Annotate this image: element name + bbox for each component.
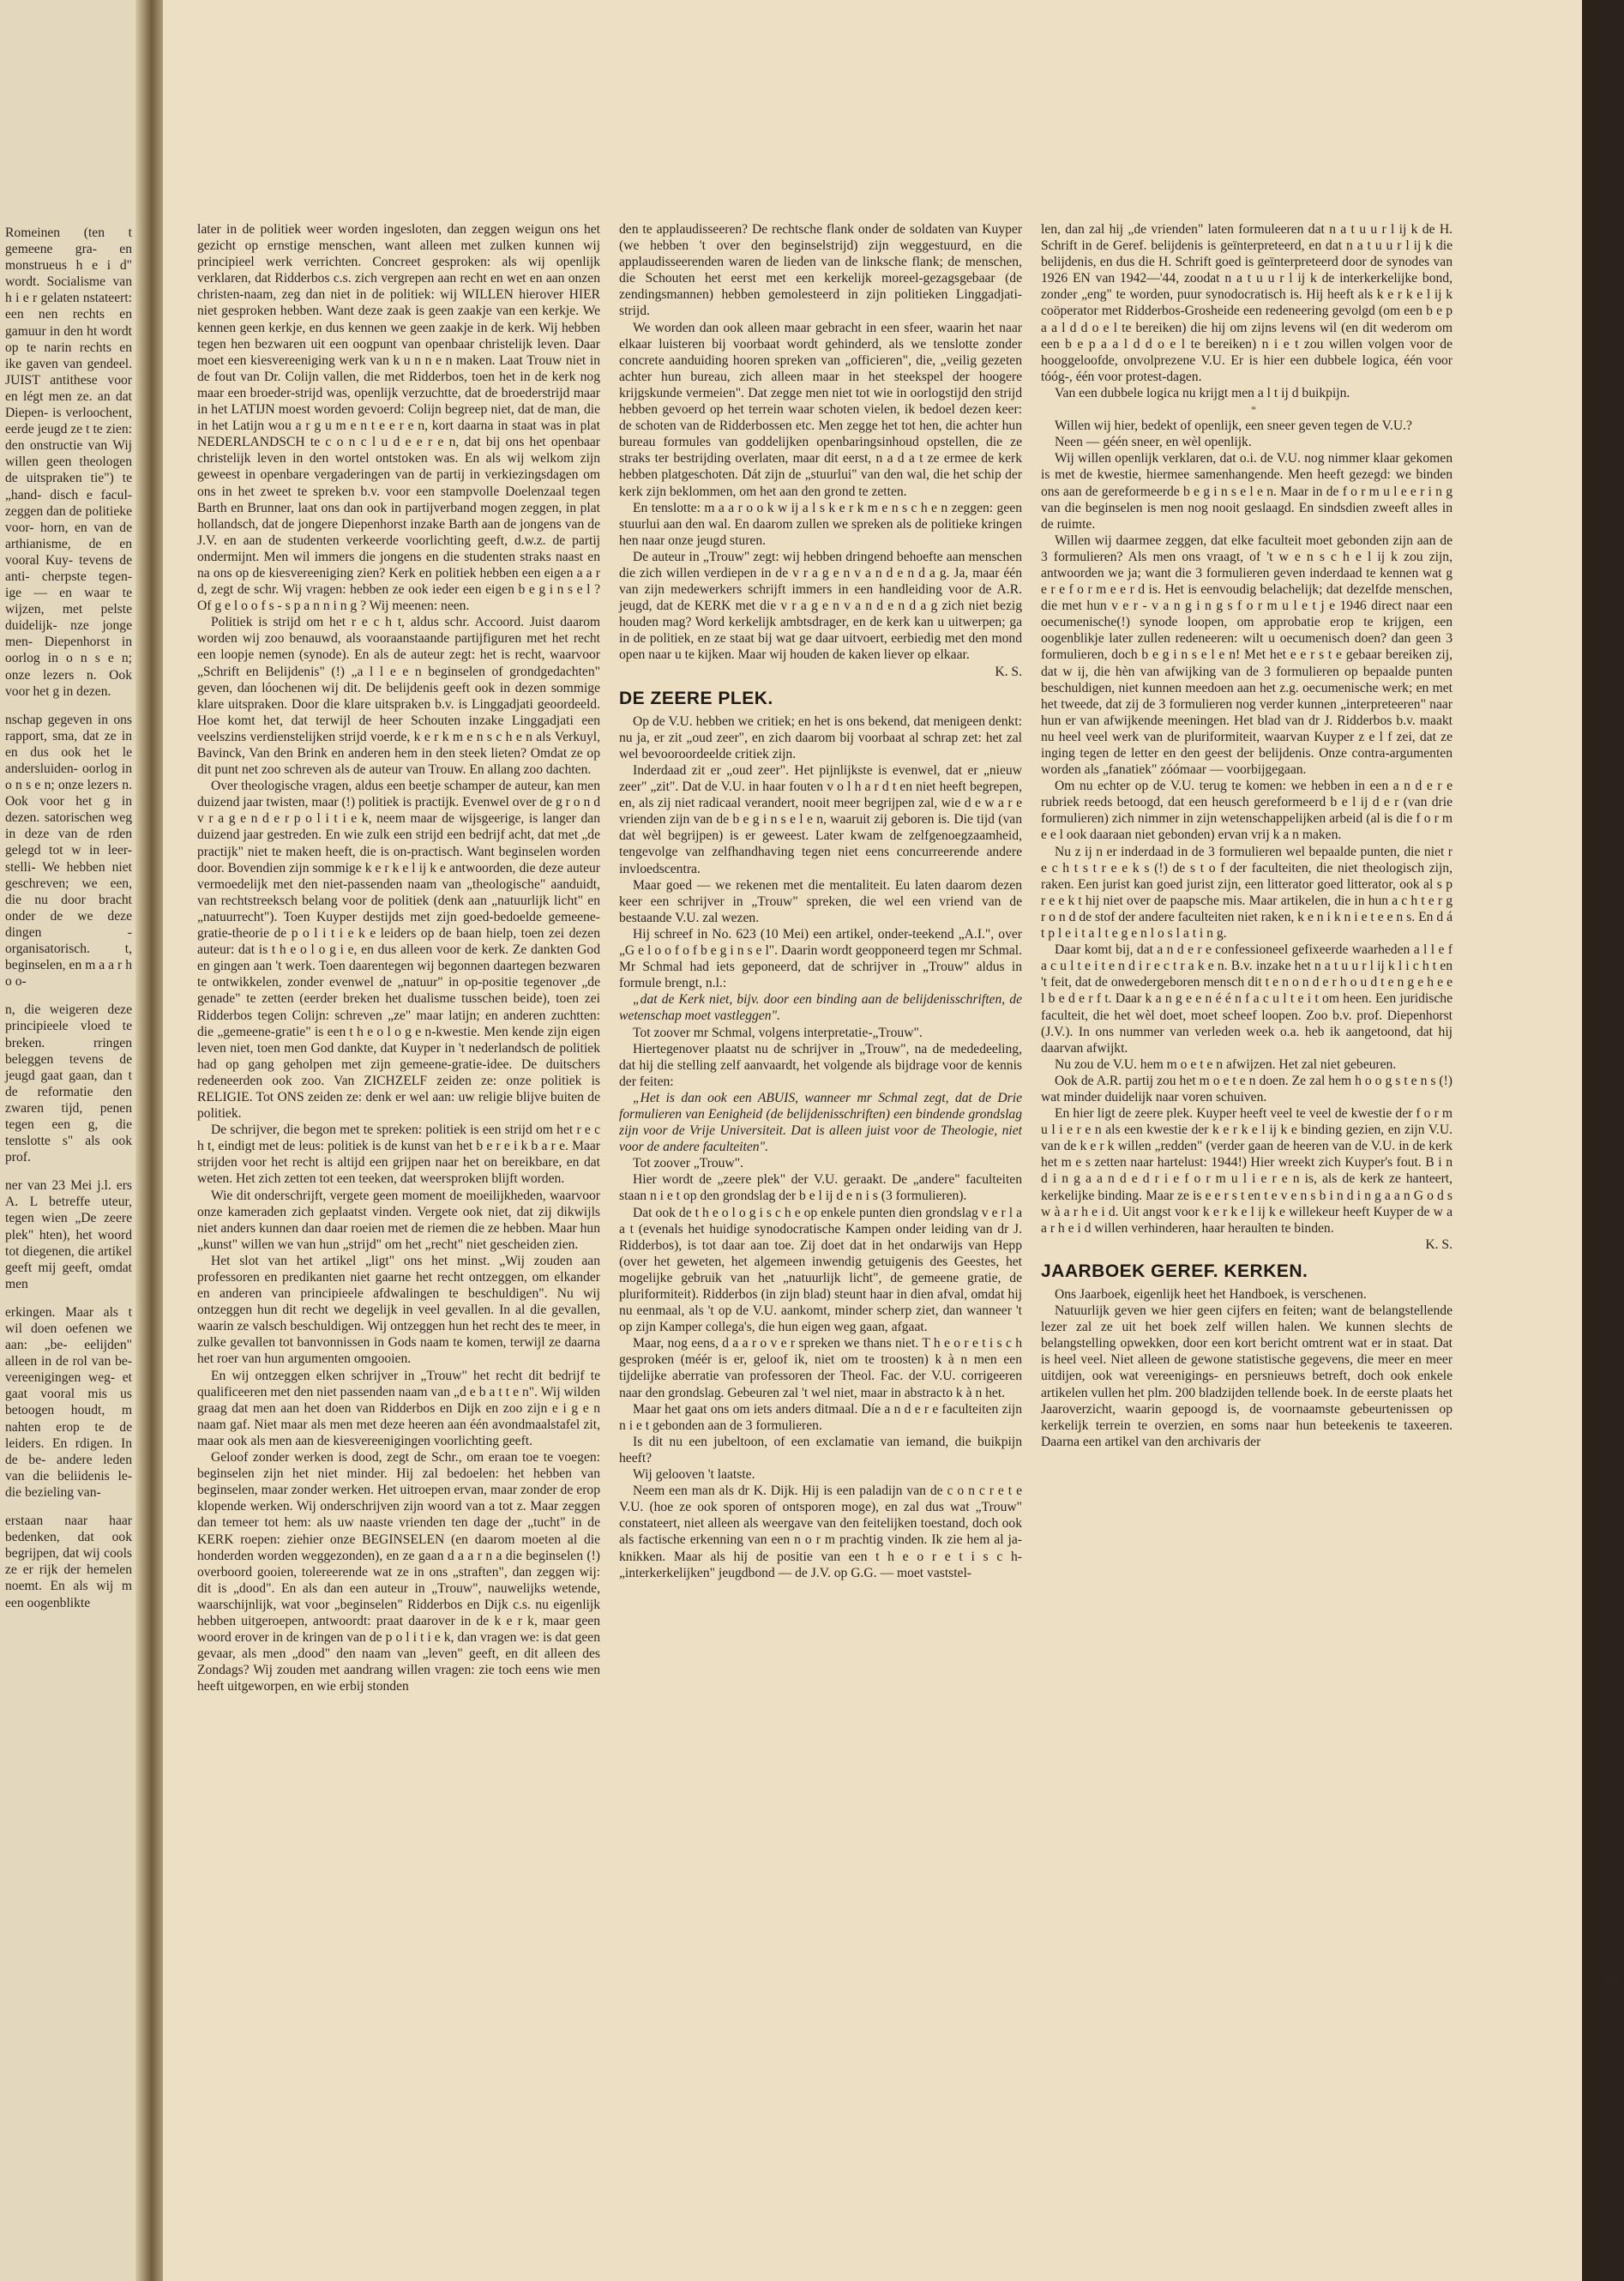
paragraph: Willen wij daarmee zeggen, dat elke faculteit moet gebonden zijn aan de 3 formulieren? Als men ons vraagt, of 't w e n s c h e l ij k zou zijn, antwoorden we ja; want die 3 formulieren geven inderdaad te kennen wat g e r e f o r m e e r d is. Het is eenvoudig belachelijk; dat dezelfde menschen, die met hun v e r - v a n g i n g s f o r m u l e t j e 1946 direct naar een oecumenische(!) synode loopen, om approbatie erop te krijgen, een oogenblikje later zullen redeneeren: wilt u oecumenisch doen? dan geen 3 formulieren, doch b e g i n s e l e n! Met het e e r s t e gebaar bereiken zij, dat w ij, die hèn van afwijking van de 3 formulieren op bepaalde punten beschuldigen, niet kunnen meedoen aan het z.g. oecumenische werk; en met het tweede, dat zij de 3 formulieren nog verder kunnen „interpreteeren" naar hun er van afwijkende meeningen. Het blad van dr J. Ridderbos b.v. maakt nu heel veel werk van de pluriformiteit, waarvan Kuyper z e l f zei, dat ze inging tegen de letter en den geest der belijdenis. Onze contra-argumenten worden als „fanatiek" zóómaar — voorbijgegaan. xyxy=(1041,533,1453,778)
paragraph: We worden dan ook alleen maar gebracht in een sfeer, waarin het naar elkaar luisteren bij voorbaat wordt gehinderd, als we tenslotte zonder concrete aanduiding hooren spreken van „officieren", die, „veilig gezeten achter hun bureau, zich alleen maar in het steekspel der hoogere krijgskunde vermeien". Dat zegge men niet tot wie in oorlogstijd den strijd hebben gevoerd op het terrein waar schoten vielen, ik bedoel dezen keer: de schoten van de Ridderbossen etc. Men zegge het tot hen, die achter hun bureau formules van goddelijken openbaringsinhoud opstellen, die ze straks ter bestrijding overlaten, maar dit eerst, n a d a t ze ermee de kerk hebben platgeschoten. Dát zijn de „stuurlui" van den wal, die het schip der kerk zijn beklommen, om het aan den grond te zetten. xyxy=(619,320,1022,499)
paragraph: De schrijver, die begon met te spreken: politiek is een strijd om het r e c h t, eindigt met de leus: politiek is de kunst van het b e r e i k b a r e. Maar strijden voor het recht is altijd een grijpen naar het on bereikbare, en dat weten. Het zich zetten tot een teeken, dat weersproken blijft worden. xyxy=(197,1122,600,1187)
paragraph: Wie dit onderschrijft, vergete geen moment de moeilijkheden, waarvoor onze kameraden zich geplaatst vinden. Vergete ook niet, dat zij dikwijls niet anders kunnen dan daar roeien met de riemen die ze hebben. Maar hun „kunst" willen we van hun „strijd" om het „recht" niet gescheiden zien. xyxy=(197,1188,600,1252)
paragraph: Nu z ij n er inderdaad in de 3 formulieren wel bepaalde punten, die niet r e c h t s t r e e k s (!) de s t o f der faculteiten, die niet theologisch zijn, raken. Een jurist kan goed jurist zijn, een litterator goed litterator, ook al s p r e e k t hij niet over de paapsche mis. Maar artikelen, die in hun a c h t e r g r o n d de stof der andere faculteiten niet raken, k e n i k n i e t e e n s. En d á t p l e i t a l t e g e n l o s l a t i n g. xyxy=(1041,844,1453,942)
left-fragment: nschap gegeven in ons rapport, sma, dat ze in en dus ook het le andersluiden- oorlog in o n s e n; onze lezers n. Ook voor het g in dezen. satorischen weg in deze van de rden gelegd tot w in leer-stelli- We hebben niet geschreven; we een, die nu door bracht onder de we deze dingen -organisatorisch. t, beginselen, en m a a r h o o- xyxy=(5,712,132,990)
left-fragment: erkingen. Maar als t wil doen oefenen we aan: „be- eelijden" alleen in de rol van be- vereenigingen weg- et gaat vooral mis us betoogen houdt, m nahten erop te de leiders. En rdigen. In de be- andere leden van die beliidenis le- die bezieling van- xyxy=(5,1304,132,1500)
paragraph: Daar komt bij, dat a n d e r e confessioneel gefixeerde waarheden a l l e f a c u l t e i t e n d i r e c t r a k e n. B.v. inzake het n a t u u r l ij k l i c h t en 't feit, dat de onwedergeboren mensch dit t e n o n d e r h o u d t e n g e h e e l b e d e r f t. Daar k a n g e e n é é n f a c u l t e i t om heen. Een juridische faculteit, die het wèl doet, moet scheef loopen. Zoo b.v. prof. Diepenhorst (J.V.). In ons nummer van verleden week o.a. heb ik aangetoond, dat hij daarvan afwijkt. xyxy=(1041,942,1453,1056)
left-fragment: erstaan naar haar bedenken, dat ook begrijpen, dat wij cools ze er rijk der hemelen noemt. En als wij m een oogenblikte xyxy=(5,1514,132,1610)
paragraph: Op de V.U. hebben we critiek; en het is ons bekend, dat menigeen denkt: nu ja, er zit „oud zeer", en zich daarom bij voorbaat al schrap zet: het zal wel bevooroordeelde critiek zijn. xyxy=(619,713,1022,761)
right-page xyxy=(163,0,1624,2281)
left-page-edge xyxy=(0,0,147,2281)
paragraph: Hiertegenover plaatst nu de schrijver in „Trouw", na de mededeeling, dat hij die stelling zelf aanvaardt, het volgende als bijdrage voor de kennis der feiten: xyxy=(619,1041,1022,1089)
paragraph: Tot zoover mr Schmal, volgens interpretatie-„Trouw". xyxy=(633,1025,923,1040)
paragraph: Het slot van het artikel „ligt" ons het minst. „Wij zouden aan professoren en predikanten niet gaarne het recht ontzeggen, om elkander en anderen van principieele afdwalingen te beschuldigen". Nu wij ontzeggen hun dit recht we degelijk in veel gevallen. In al die gevallen, waarin ze valsch beschuldigen. Wij ontzeggen hun het recht des te meer, in zulke gevallen tot banvonnissen in Gods naam te komen, terwijl ze daarna het roer van hun argumenten omgooien. xyxy=(197,1253,600,1367)
column-1 xyxy=(197,221,600,1694)
paragraph: Over theologische vragen, aldus een beetje schamper de auteur, kan men duizend jaar twisten, maar (!) politiek is practijk. Evenwel over de g r o n d v r a g e n d e r p o l i t i e k, neem maar de wijsgeerige, is langer dan duizend jaar gestreden. En wie zulk een strijd een bedrijf acht, dat met „de practijk" niet te maken heeft, die is on-practisch. Want beginselen worden door. Bovendien zijn sommige k e r k e l ij k e antwoorden, die deze auteur vermoedelijk met den niet-passenden naam van „theologische" aanduidt, van rechtstreeksch belang voor de politiek (denk aan „natuurlijk licht" en „natuurrecht"). Toen Kuyper destijds met zijn goed-bedoelde gemeene-gratie-theorie de p o l i t i e k e leiders op de baan hielp, toen zei dezen auteur: dat is t h e o l o g i e, en dus alleen voor de kerk. Ze dankten God en gingen aan 't werk. Toen daarentegen wij begonnen daartegen bezwaren te ontwikkelen, zonder evenwel de „natuur" in op-positie tegenover „de genade" te zetten (eerder breken het dualisme tusschen beide), toen zei Ridderbos tegen Colijn: schreven „ze" maar latijn; en anderen zuchtten: die „gemeene-gratie" is een t h e o l o g e n-kwestie. Men kende zijn eigen leven niet, toen men God dankte, dat Kuyper in 't nederlandsch de politiek had op gang geholpen met zijn gemeene-gratie-idee. De duitschers redeneerden ook zoo. Van ZICHZELF zeiden ze: onze politiek is RELIGIE. Tot ONS zeiden ze: denk er wel aan: uw religie blijve buiten de politiek. xyxy=(197,779,600,1122)
paragraph: Geloof zonder werken is dood, zegt de Schr., om eraan toe te voegen: beginselen zijn het niet minder. Hij zal bedoelen: het hebben van beginselen, maar zonder werken. Het uitroepen ervan, maar zonder de erop klopende werken. Wij onderschrijven zijn woord van a tot z. Maar zeggen dan temeer tot hem: als uw naaste vrienden ten dage der „tucht" in de KERK roepen: ziehier onze BEGINSELEN (en daarom moeten al die honderden worden weggezonden), en ze gaan d a a r n a die beginselen (!) overboord gooien, tolereerende wat ze in ons „straften", dan zeggen wij: dit is „dood". En als dan een auteur in „Trouw", nauwelijks wetende, waarschijnlijk, wat voor „beginselen" Ridderbos en Dijk c.s. nu eigenlijk hebben uitgeroepen, antwoordt: praat daarover in de k e r k, maar geen woord erover in de kringen van de p o l i t i e k, dan vragen we: is dat geen gevaar, als men „dood" den naam van „leven" geeft, en dit alleen des Zondags? Wij zouden met aandrang willen vragen: zie toch eens wie men heeft uitgeworpen, en wie erbij stonden xyxy=(197,1450,600,1694)
paragraph: Neem een man als dr K. Dijk. Hij is een paladijn van de c o n c r e t e V.U. (hoe ze ook sporen of ontsporen moge), en zal dus wat „Trouw" constateert, niet alleen als weergave van den feitelijken toestand, doch ook als factische erkenning van een n o r m prachtig vinden. Ik zie hem al ja-knikken. Maar als hij de positie van een t h e o r e t i s c h-„interkerkelijken" jeugdbond — de J.V. op G.G. — moet vaststel- xyxy=(619,1484,1022,1580)
page-number: 267 xyxy=(1603,1974,1624,1989)
paragraph: later in de politiek weer worden ingesloten, dan zeggen weigun ons het gezicht op ernstige menschen, want alleen met zulken kunnen wij principieel werk verrichten. Concreet gesproken: als wij openlijk verklaren, dat Ridderbos c.s. zich vergrepen aan recht en wet en aan onzen christen-naam, zeg dan niet in de politiek: wij WILLEN hierover HIER niet gesproken hebben. Want deze zaak is geen zaakje van een kerkje. We kennen geen kerkje, en dus kennen we geen zaakje in de kerk. Wij hebben tegen hen bezwaren uit een oogpunt van openbaar christelijk leven. Daar moet een kiesvereeniging werk van k u n n e n maken. Laat Trouw niet in de fout van Dr. Colijn vallen, die met Ridderbos, toen het in de kerk nog maar een broeder-strijd was, openlijk verzuchtte, dat de broederstrijd maar in het LATIJN moest worden gevoerd: Colijn begreep niet, dat de man, die in het Latijn wou a r g u m e n t e e r e n, kort daarna in staat was in plat NEDERLANDSCH te c o n c l u d e e r e n, dat bij ons het openbaar christelijk leven in den wortel ontstoken was. En als wij welkom zijn geweest in openbare vergaderingen van de partij in verkiezingsdagen om ons in het zweet te spreken b.v. voor een stampvolle Doelenzaal tegen Barth en Brunner, laat ons dan ook in partijverband mogen zeggen, in plat hollandsch, dat de jongere Diepenhorst inzake Barth aan de jongens van de J.V. en aan de studenten verkeerde voorlichting geeft, d.w.z. de partij ondermijnt. Men wil immers die jongens en die studenten straks naast en na ons op de kiesvereeniging zien? Kerk en politiek hebben een eigen a a r d, zegt de schr. Wij vragen: hebben ze ook ieder een eigen b e g i n s e l ? Of g e l o o f s - s p a n n i n g ? Wij meenen: neen. xyxy=(197,222,600,614)
paragraph: Dat ook de t h e o l o g i s c h e op enkele punten dien grondslag v e r l a a t (evenals het huidige synodocratische Kampen onder leiding van dr J. Ridderbos), is tot daar aan toe. Zij doet dat in het ondarwijs van Hepp (over het geweten, het algemeen inwendig getuigenis des Geestes, het mogelijke gebruik van het „natuurlijk licht", de gemeene gratie, de pluriformiteit). Ridderbos (in zijn blad) steunt haar in dien afval, omdat hij nu eenmaal, als 't op de V.U. aankomt, minder scherp ziet, dan wanneer 't op zijn Kamper collega's, die hun eigen weg gaan, afgaat. xyxy=(619,1205,1022,1335)
left-page-text xyxy=(5,225,132,1611)
block-quote: „dat de Kerk niet, bijv. door een binding aan de belijdenisschriften, de wetenschap moet vastleggen". xyxy=(619,992,1022,1024)
author-signature: K. S. xyxy=(995,664,1022,679)
paragraph: Politiek is strijd om het r e c h t, aldus schr. Accoord. Juist daarom worden wij zoo benauwd, als vooraanstaande partijfiguren met het recht een loopje nemen (synode). En als de auteur zegt: het is recht, waarvoor „Schrift en Belijdenis" (!) „a l l e e n beginselen of grondgedachten" geven, dan lóochenen wij dit. De belijdenis geeft ook in dezen sommige klare uitspraken. Door die klare uitspraken b.v. is Linggadjati geoordeeld. Hoe komt het, dat terwijl de heer Schouten inzake Linggadjati een veelszins verdienstelijken strijd voerde, k e r k m e n s c h e n als Verkuyl, Bavinck, Van den Brink en anderen hem in den steek lieten? Omdat ze op dit punt net zoo schreven als de auteur van Trouw. En allang zoo dachten. xyxy=(197,615,600,778)
paragraph: Maar het gaat ons om iets anders ditmaal. Díe a n d e r e faculteiten zijn n i e t gebonden aan de 3 formulieren. xyxy=(619,1401,1022,1433)
paragraph: Wij willen openlijk verklaren, dat o.i. de V.U. nog nimmer klaar gekomen is met de kwestie, hiermee samenhangende. Men heeft gezegd: we binden ons aan de gereformeerde b e g i n s e l e n. Maar in de f o r m u l e e r i n g van die beginselen is men nog nooit geslaagd. En sindsdien zweeft alles in de ruimte. xyxy=(1041,451,1453,532)
paragraph: den te applaudisseeren? De rechtsche flank onder de soldaten van Kuyper (we hebben 't over den beginselstrijd) zijn weggestuurd, en die applaudisseerenden waren de lieden van de linksche flank; de menschen, die Schouten het eerst met een kerkelijk moreel-gezagsgebaar (de zendingsmannen) hebben gemolesteerd in zijn politieken Linggadjati-strijd. xyxy=(619,222,1022,319)
paragraph: Neen — géén sneer, en wèl openlijk. xyxy=(1055,435,1252,450)
paragraph: Is dit nu een jubeltoon, of een exclamatie van iemand, die buikpijn heeft? xyxy=(619,1434,1022,1465)
paragraph: Natuurlijk geven we hier geen cijfers en feiten; want de belangstellende lezer zal ze uit het boek zelf willen halen. We kunnen slechts de belangstelling opwekken, door een kort bericht omtrent wat er in staat. Dat is heel veel. Niet alleen de gewone statistische gegevens, die meer en meer uitdijen, ook wat vereenigings- en persnieuws betreft, doch ook enkele artikelen vullen het plm. 200 bladzijden tellende boek. In de eerste plaats het Jaaroverzicht, waarin gepoogd is, de voornaamste gebeurtenissen op kerkelijk terrein te overzien, en soms naar hun beteekenis te taxeeren. Daarna een artikel van den archivaris der xyxy=(1041,1303,1453,1449)
paragraph: En wij ontzeggen elken schrijver in „Trouw" het recht dit bedrijf te qualificeeren met den niet passenden naam van „d e b a t t e n". Wij wilden graag dat men aan het doen van Ridderbos en Dijk en zoo zijn e i g e n naam gaf. Niet maar als men met deze heeren aan één avondmaalstafel zit, maar ook als men aan de kiesvereenigingen voorlichting geeft. xyxy=(197,1368,600,1448)
paragraph: Willen wij hier, bedekt of openlijk, een sneer geven tegen de V.U.? xyxy=(1055,418,1412,434)
paragraph: En hier ligt de zeere plek. Kuyper heeft veel te veel de kwestie der f o r m u l i e r e n als een kwestie der k e r k e l ij k e binding gezien, en zijn V.U. van de k e r k willen „redden" (verder gaan de heeren van de V.U. in de kerk het m e s zetten naar hartelust: 1944!) Hier wreekt zich Kuyper's fout. B i n d i n g a a n d e d r i e f o r m u l i e r e n is, als de kerk ze hanteert, kerkelijke binding. Maar ze is e e r s t en t e v e n s b i n d i n g a a n G o d s w à a r h e i d. Uit angst voor k e r k e l ij k e willekeur heeft Kuyper de w a a r h e i d willen verhinderen, haar heraulten te binden. xyxy=(1041,1106,1453,1236)
left-fragment: Romeinen (ten t gemeene gra- en monstrueus h e i d" wordt. Socialisme van h i e r gelaten nstateert: een nen rechts en gamuur in den ht wordt op te narin rechts en ike gaven van gendeel. JUIST antithese voor en légt men ze. an dat Diepen- is verloochent, eerde jeugd ze t te zien: den onstructie van Wij willen geen theologen de uitspraken tie") te „hand- disch e facul- zeggen dan de politieke voor- horn, en van de arthianisme, de en vooral Kuy- tevens de anti- cherpste tegen- ige — en waar te wijzen, met pelste duidelijk- nze jonge men- Diepenhorst in oorlog in o n s e n; onze lezers n. Ook voor het g in dezen. xyxy=(5,226,132,699)
paragraph: Maar, nog eens, d a a r o v e r spreken we thans niet. T h e o r e t i s c h gesproken (méér is er, geloof ik, niet om te troosten) k à n men een tijdelijke aberratie van professoren der Theol. Fac. der V.U. corrigeeren naar den grondslag. Gebeuren zal 't wel niet, maar in abstracto k à n het. xyxy=(619,1336,1022,1400)
section-divider: * xyxy=(1250,403,1257,417)
paragraph: Maar goed — we rekenen met die mentaliteit. Eu laten daarom dezen keer een schrijver in „Trouw" spreken, die wel een vriend van de bestaande V.U. zal wezen. xyxy=(619,877,1022,925)
paragraph: Hij schreef in No. 623 (10 Mei) een artikel, onder-teekend „A.I.", over „G e l o o f o f b e g i n s e l". Daarin wordt geopponeerd tegen mr Schmal. Mr Schmal had iets geponeerd, dat de schrijver in „Trouw" aldus in formule brengt, n.l.: xyxy=(619,926,1022,991)
paragraph: Van een dubbele logica nu krijgt men a l t ij d buikpijn. xyxy=(1055,385,1350,400)
paragraph: Ook de A.R. partij zou het m o e t e n doen. Ze zal hem h o o g s t e n s (!) wat minder duidelijk naar voren schuiven. xyxy=(1041,1073,1453,1104)
block-quote: „Het is dan ook een ABUIS, wanneer mr Schmal zegt, dat de Drie formulieren van Eenigheid (de belijdenisschriften) een bindende grondslag zijn voor de Vrije Universiteit. Dat is alleen juist voor de Theologie, niet voor de andere faculteiten". xyxy=(619,1090,1022,1155)
left-fragment: n, die weigeren deze principieele vloed te breken. rringen beleggen tevens de jeugd gaat gaan, dan t de reformatie den zwaren tijd, penen tegen een g, die tenslotte s" als ook prof. xyxy=(5,1002,132,1165)
paragraph: De auteur in „Trouw" zegt: wij hebben dringend behoefte aan menschen die zich willen verdiepen in de v r a g e n v a n d e n d a g. Ja, maar één van zijn medewerkers schrijft immers in een handleiding voor de A.R. jeugd, dat de KERK met die v r a g e n v a n d e n d a g zich niet bezig houden mag? Word kerkelijk ambtsdrager, en de kerk kan u uitwerpen; ga in de politiek, en ze staat bij wat ge daar uitvoert, eerbiedig met den mond open naar u te kijken. Maar wij houden de kaken liever op elkaar. xyxy=(619,549,1022,663)
paragraph: Inderdaad zit er „oud zeer". Het pijnlijkste is evenwel, dat er „nieuw zeer" „zit". Dat de V.U. in haar fouten v o l h a r d t en niet heeft begrepen, en, als zij niet radicaal verandert, nooit meer begrijpen zal, wie d e w a r e vrienden zijn van de b e g i n s e l e n, waaruit zij geboren is. Die tijd (van dat wèl begrijpen) is er geweest. Later kwam de zelfgenoegzaamheid, tengevolge van zelfhandhaving tegen niet eens concurreerende andere invloedscentra. xyxy=(619,763,1022,876)
paragraph: Hier wordt de „zeere plek" der V.U. geraakt. De „andere" faculteiten staan n i e t op den grondslag der b e l ij d e n i s (3 formulieren). xyxy=(619,1172,1022,1204)
author-signature: K. S. xyxy=(1425,1237,1453,1252)
section-heading: JAARBOEK GEREF. KERKEN. xyxy=(1041,1261,1308,1281)
left-fragment: ner van 23 Mei j.l. ers A. L betreffe uteur, tegen wien „De zeere plek" hten), het woord tot diegenen, die artikel geeft mij geeft, omdat men xyxy=(5,1178,132,1291)
paragraph: Nu zou de V.U. hem m o e t e n afwijzen. Het zal niet gebeuren. xyxy=(1055,1056,1397,1072)
paragraph: Tot zoover „Trouw". xyxy=(633,1156,743,1171)
column-2 xyxy=(619,221,1022,1581)
paragraph: len, dan zal hij „de vrienden" laten formuleeren dat n a t u u r l ij k de H. Schrift in de Geref. belijdenis is geïnterpreteerd, en dat n a t u u r l ij k die belijdenis, en dus die H. Schrift goed is geïnterpreteerd door de synodes van 1926 EN van 1942—'44, zoodat n a t u u r l ij k de interkerkelijke bond, zonder „eng" te worden, puur synodocratisch is. Hij heeft als k e r k e l ij k coöperator met Ridderbos-Grosheide een redeneering gevolgd (om een b e p a a l d d o e l te bereiken) die hij om zijns levens wil (en dit wederom om een b e p a a l d d o e l te bereiken) n i e t zou willen volgen voor de hooggeloofde, onvolprezene V.U. Er is hier een dubbele logica, één voor tóóg-, één voor protest-dagen. xyxy=(1041,222,1453,384)
paragraph: Wij gelooven 't laatste. xyxy=(633,1467,755,1483)
book-gutter xyxy=(135,0,165,2281)
paragraph: Om nu echter op de V.U. terug te komen: we hebben in een a n d e r e rubriek reeds betoogd, dat een heusch gereformeerd b e l ij d e r (van drie formulieren) zich nimmer in zijn wetenschappelijken arbeid (al is die f o r m e e l ook daaraan niet gebonden) ervan vrij k a n maken. xyxy=(1041,779,1453,843)
paragraph: En tenslotte: m a a r o o k w ij a l s k e r k m e n s c h e n zeggen: geen stuurlui aan den wal. En daarom zullen we spreken als de politieke kringen hen naar onze jeugd sturen. xyxy=(619,500,1022,548)
paragraph: Ons Jaarboek, eigenlijk heet het Handboek, is verschenen. xyxy=(1055,1287,1367,1302)
column-3 xyxy=(1041,221,1453,1450)
section-heading: DE ZEERE PLEK. xyxy=(619,688,773,708)
